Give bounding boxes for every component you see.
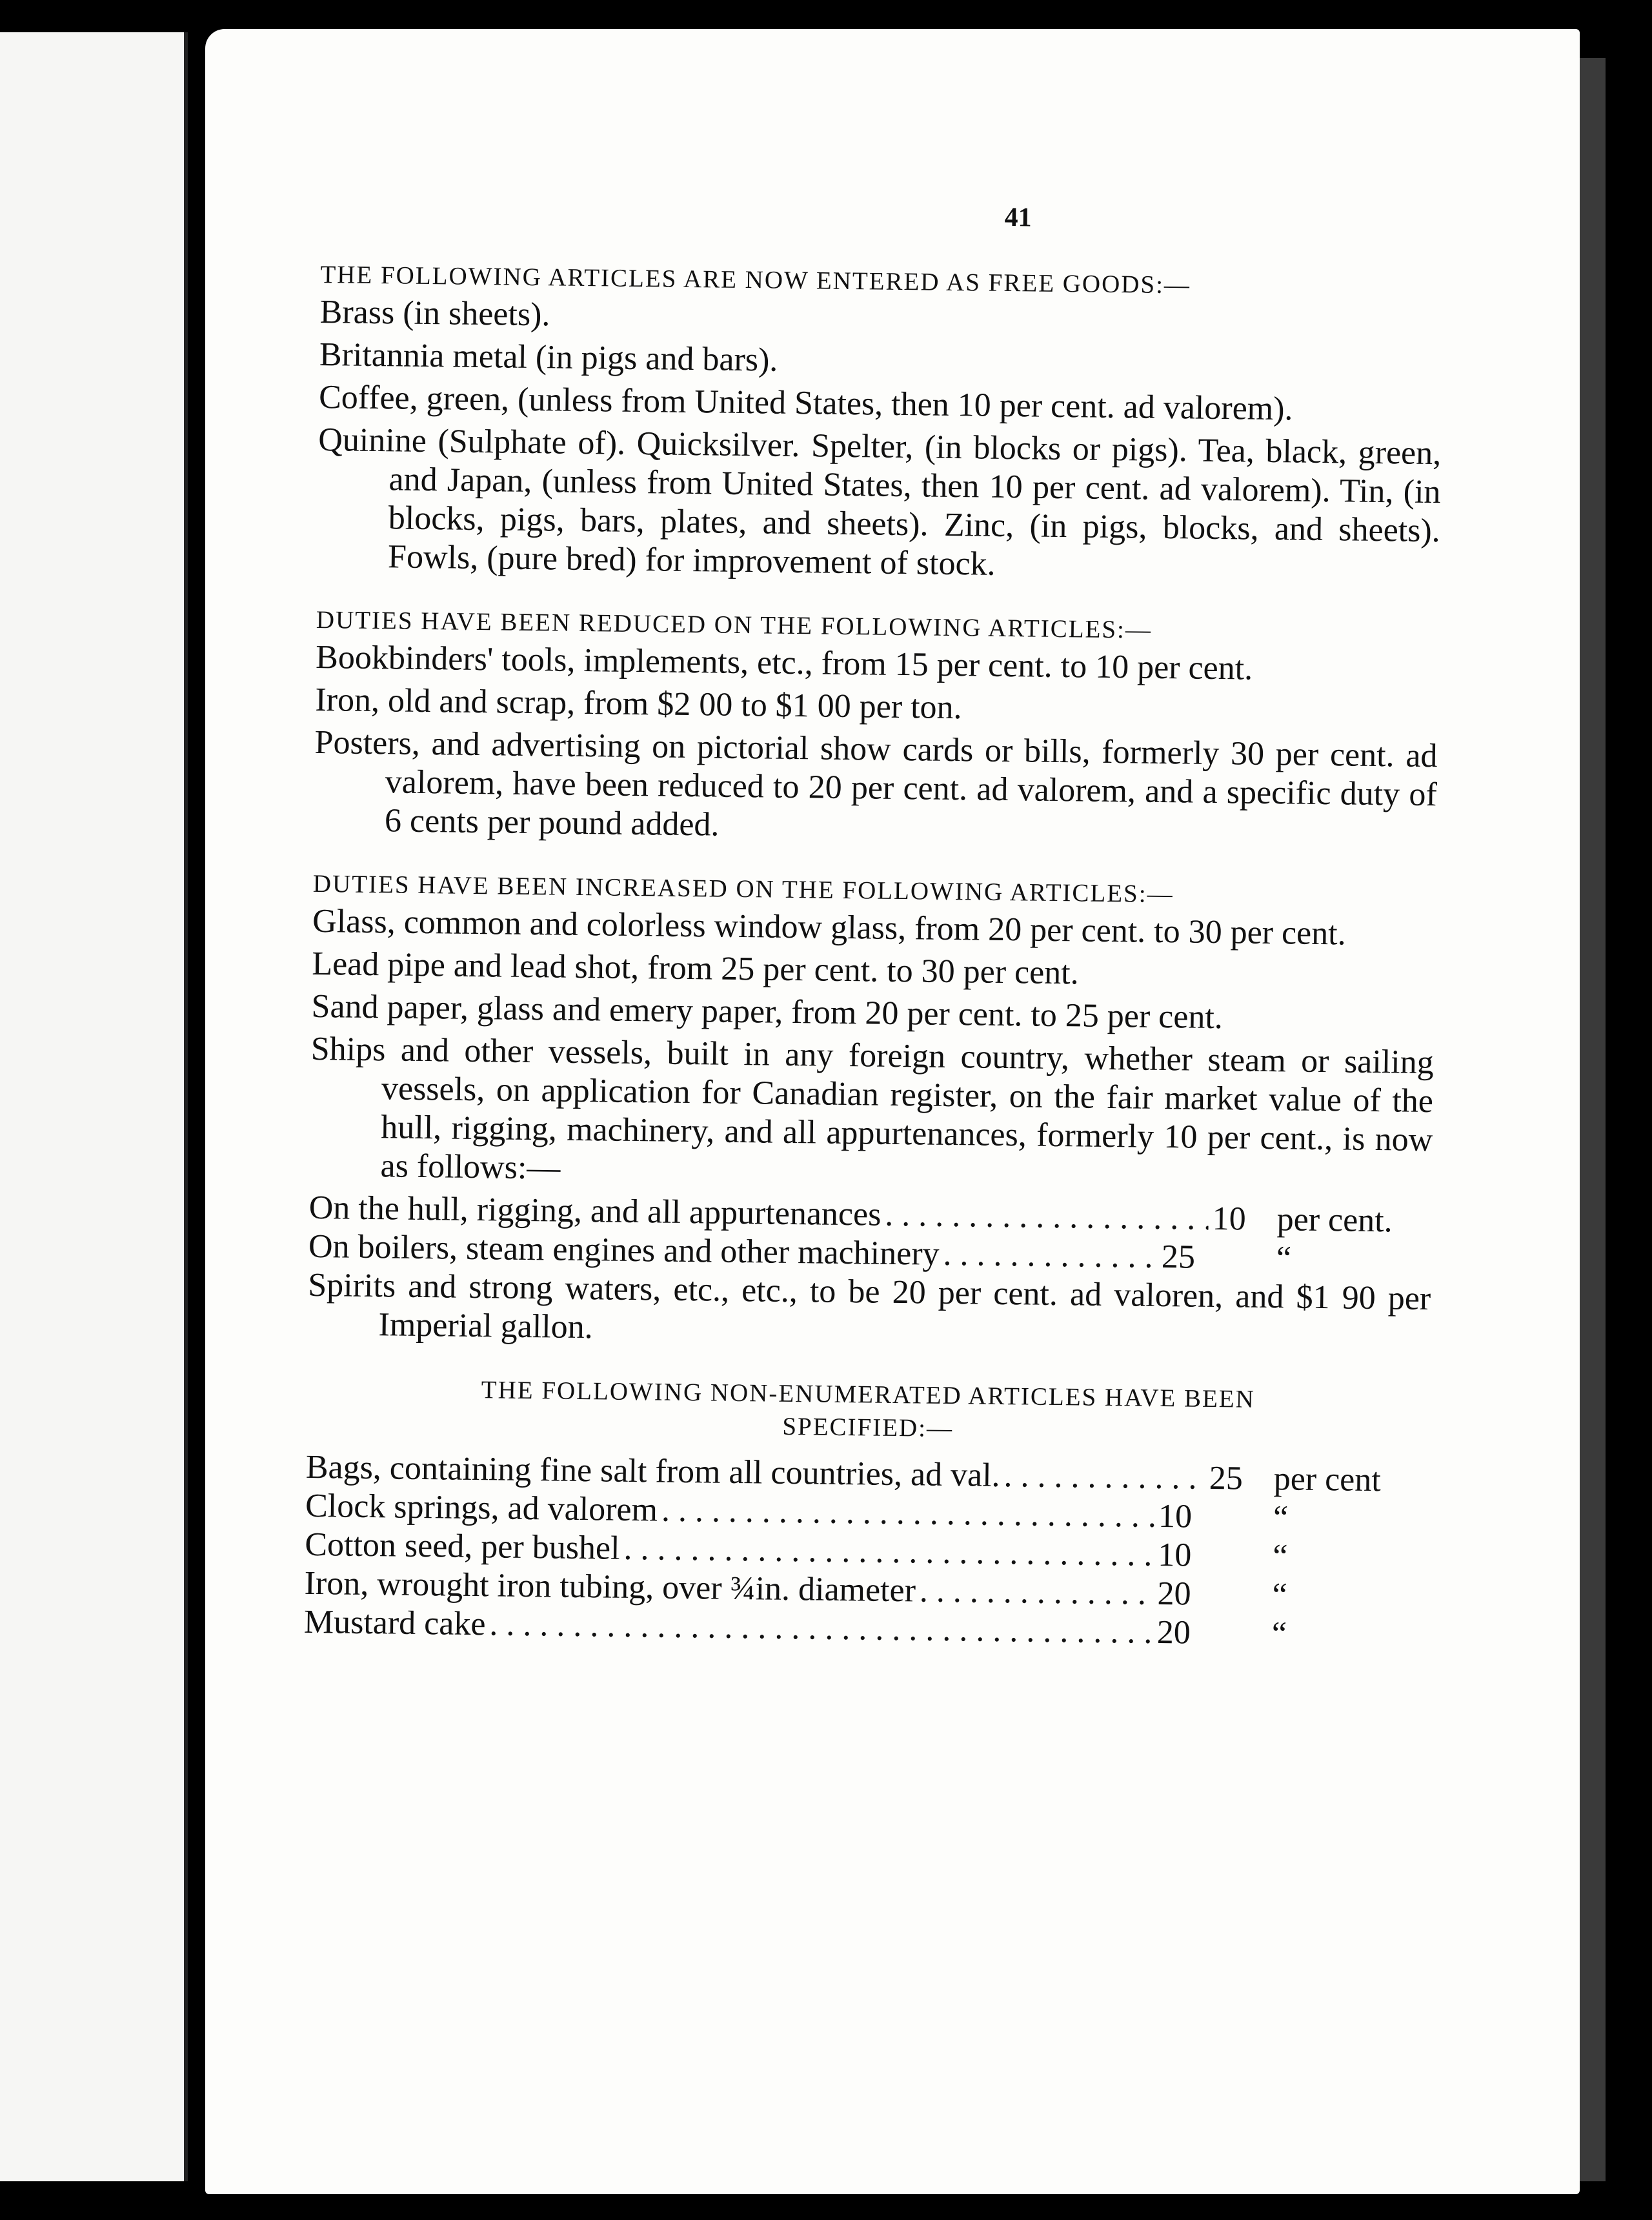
reduced-duties-item: Iron, old and scrap, from $2 00 to $1 00 per ton. bbox=[315, 681, 962, 727]
dot-leader bbox=[885, 1196, 1209, 1238]
document-page bbox=[205, 29, 1580, 2194]
non-enumerated-heading-continued: SPECIFIED:— bbox=[782, 1412, 954, 1443]
article-rate: 10 bbox=[1157, 1536, 1192, 1574]
free-goods-item: Brass (in sheets). bbox=[319, 293, 550, 334]
free-goods-section bbox=[317, 260, 1444, 589]
article-rate: 10 bbox=[1158, 1498, 1193, 1535]
article-rate: 25 bbox=[1209, 1459, 1244, 1497]
article-unit: “ bbox=[1272, 1538, 1288, 1575]
dot-leader bbox=[1003, 1457, 1205, 1498]
article-label: Bags, containing fine salt from all countries, ad val. bbox=[305, 1448, 1000, 1494]
duty-rate-label: On boilers, steam engines and other machinery bbox=[308, 1227, 940, 1273]
duty-rate-value: 25 bbox=[1161, 1238, 1196, 1276]
free-goods-item: Britannia metal (in pigs and bars). bbox=[319, 336, 778, 379]
dot-leader bbox=[661, 1491, 1155, 1536]
duty-rate-unit: per cent. bbox=[1276, 1201, 1393, 1240]
article-label: Cotton seed, per bushel bbox=[305, 1526, 620, 1567]
dot-leader bbox=[943, 1235, 1158, 1276]
reduced-duties-section bbox=[314, 605, 1439, 853]
page-content bbox=[303, 194, 1444, 1685]
article-rate: 20 bbox=[1156, 1613, 1191, 1651]
reduced-duties-item: Bookbinders' tools, implements, etc., from 15 per cent. to 10 per cent. bbox=[315, 638, 1253, 687]
duty-rate-value: 10 bbox=[1212, 1200, 1247, 1238]
increased-duties-item: Ships and other vessels, built in any foreign country, whether steam or sailing vessels, on application for Canadian register, on the fair market value of the hull, rigging, machinery, and all appurtenances, formerly 10 per cent., is now as follows:— bbox=[310, 1030, 1435, 1187]
dot-leader bbox=[489, 1605, 1153, 1652]
increased-duties-item: Glass, common and colorless window glass, from 20 per cent. to 30 per cent. bbox=[312, 902, 1347, 953]
article-label: Clock springs, ad valorem bbox=[305, 1487, 658, 1529]
article-label: Iron, wrought iron tubing, over ¾in. diameter bbox=[304, 1564, 916, 1610]
increased-duties-item: Sand paper, glass and emery paper, from 20 per cent. to 25 per cent. bbox=[311, 987, 1224, 1036]
article-label: Mustard cake bbox=[303, 1603, 486, 1643]
increased-duties-item: Lead pipe and lead shot, from 25 per cent. to 30 per cent. bbox=[312, 945, 1080, 992]
facing-page-edge bbox=[0, 32, 188, 2181]
article-rate: 20 bbox=[1157, 1575, 1191, 1613]
dot-leader bbox=[920, 1571, 1154, 1613]
page-number: 41 bbox=[1004, 202, 1032, 233]
dot-leader bbox=[623, 1529, 1154, 1575]
free-goods-item: Coffee, green, (unless from United States, then 10 per cent. ad valorem). bbox=[318, 378, 1293, 428]
duty-rate-label: On the hull, rigging, and all appurtenances bbox=[308, 1189, 881, 1233]
article-unit: “ bbox=[1272, 1577, 1288, 1614]
free-goods-heading: THE FOLLOWING ARTICLES ARE NOW ENTERED AS FREE GOODS:— bbox=[320, 260, 1191, 299]
non-enumerated-heading: THE FOLLOWING NON-ENUMERATED ARTICLES HAVE BEEN bbox=[481, 1376, 1256, 1413]
binding-shadow bbox=[1580, 58, 1606, 2181]
non-enumerated-section bbox=[304, 1373, 1430, 1655]
free-goods-item: Quinine (Sulphate of). Quicksilver. Spelter, (in blocks or pigs). Tea, black, green, and Japan, (unless from United States, then 10 per cent. ad valorem). Tin, (in blocks, pigs, bars, plates, and sheets). Zinc, (in pigs, blocks, and sheets). Fowls, (pure bred) for improvement of stock. bbox=[317, 421, 1442, 583]
reduced-duties-item: Posters, and advertising on pictorial show cards or bills, formerly 30 per cent. ad valorem, have been reduced to 20 per cent. ad valorem, and a specific duty of 6 cents per pound added. bbox=[314, 723, 1438, 843]
increased-duties-item: Spirits and strong waters, etc., etc., to be 20 per cent. ad valoren, and $1 90 per Imperial gallon. bbox=[307, 1266, 1431, 1346]
increased-duties-heading: DUTIES HAVE BEEN INCREASED ON THE FOLLOWING ARTICLES:— bbox=[312, 869, 1174, 909]
article-unit: “ bbox=[1271, 1615, 1287, 1653]
article-unit: per cent bbox=[1273, 1460, 1382, 1499]
article-unit: “ bbox=[1273, 1499, 1289, 1537]
duty-rate-unit: “ bbox=[1276, 1240, 1292, 1277]
reduced-duties-heading: DUTIES HAVE BEEN REDUCED ON THE FOLLOWING ARTICLES:— bbox=[316, 605, 1153, 644]
increased-duties-section bbox=[307, 869, 1436, 1357]
